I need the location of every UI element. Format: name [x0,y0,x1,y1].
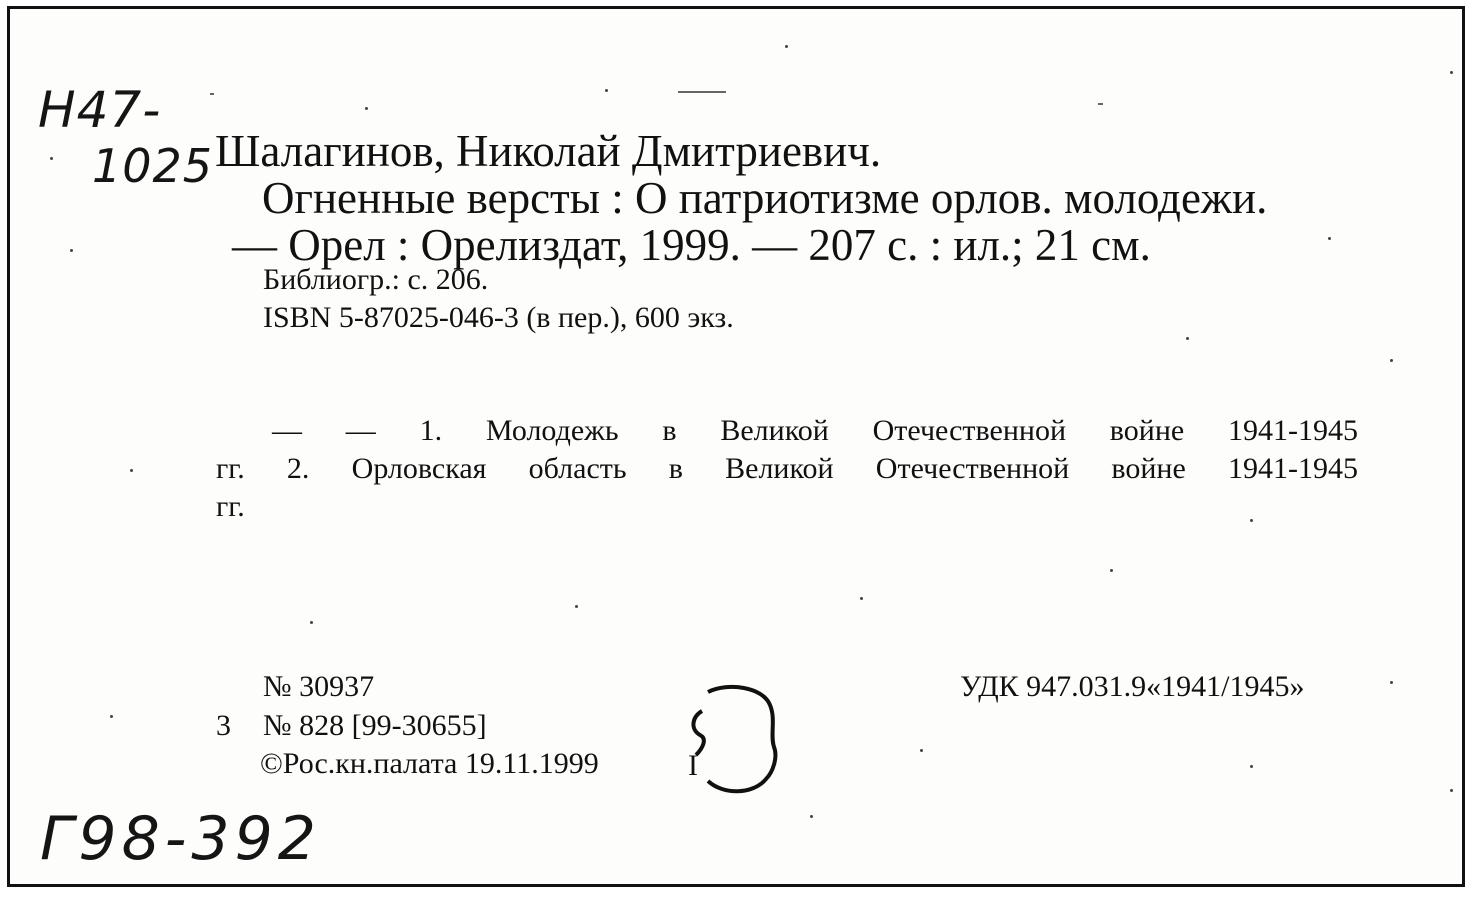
scan-speck [50,157,53,160]
handwritten-bottom-number: Г98-392 [40,804,321,874]
stamp-outline [678,677,798,807]
author-heading: Шалагинов, Николай Дмитриевич. [215,126,882,176]
scan-speck [860,597,863,600]
scan-speck [1250,765,1253,768]
isbn-line: ISBN 5-87025-046-3 (в пер.), 600 экз. [263,301,734,334]
scan-speck [70,249,73,252]
handwritten-call-number-line1: Н47- [38,81,162,139]
scan-speck [130,469,133,472]
catalog-card [7,6,1465,887]
scan-speck [110,715,113,718]
udc-code: УДК 947.031.9«1941/1945» [960,670,1305,703]
record-number: № 30937 [263,670,375,703]
scan-speck [1186,337,1189,340]
imprint-line: — Орел : Орелиздат, 1999. — 207 с. : ил.; 21 см. [232,220,1151,270]
subject-line-1: — — 1. Молодежь в Великой Отечественной войне 1941-1945 [272,414,1358,447]
scan-speck [1450,789,1453,792]
handwritten-call-number-line2: 1025 [92,139,214,193]
scan-mark [678,91,726,93]
scan-speck [920,749,923,752]
bibliography-note: Библиогр.: с. 206. [263,263,489,296]
scan-speck [1250,519,1253,522]
subject-line-3: гг. [216,490,245,523]
scan-speck [575,605,578,608]
subject-line-2: гг. 2. Орловская область в Великой Отечественной войне 1941-1945 [216,452,1358,485]
scan-speck [1110,569,1113,572]
scan-mark [210,93,214,95]
scan-speck [605,89,608,92]
copyright-line: ©Рос.кн.палата 19.11.1999 [260,747,599,780]
scan-speck [1450,71,1453,74]
scan-speck [785,45,788,48]
order-prefix: 3 [216,709,231,742]
scan-speck [810,815,813,818]
scan-mark [1098,103,1103,105]
copyright-tail: I [688,749,698,782]
title-line: Огненные версты : О патриотизме орлов. молодежи. [262,173,1268,223]
scan-speck [1390,359,1393,362]
scan-speck [310,621,313,624]
scan-speck [1328,237,1331,240]
order-number: № 828 [99-30655] [263,709,487,742]
scan-speck [365,107,368,110]
scan-speck [1390,681,1393,684]
